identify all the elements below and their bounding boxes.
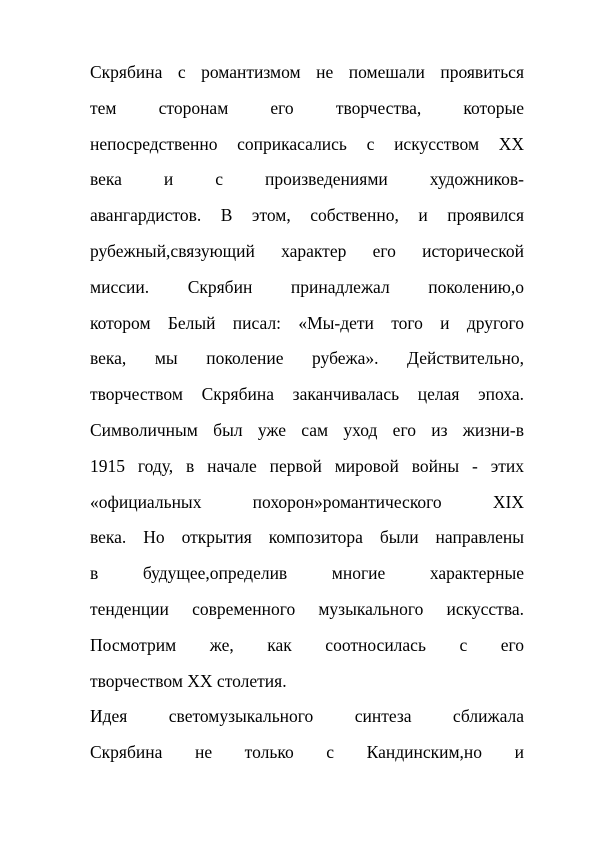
text-line: Посмотрим же, как соотносилась с его <box>90 634 524 655</box>
text-line: тенденции современного музыкального искусства. <box>90 598 524 619</box>
text-line: миссии. Скрябин принадлежал поколению,о <box>90 276 524 297</box>
text-line: непосредственно соприкасались с искусством XX <box>90 133 524 154</box>
text-line: котором Белый писал: «Мы-дети того и другого <box>90 312 524 333</box>
text-line: Символичным был уже сам уход его из жизни-в <box>90 419 524 440</box>
text-line: рубежный,связующий характер его исторической <box>90 240 524 261</box>
text-line: века, мы поколение рубежа». Действительно, <box>90 348 524 369</box>
text-line: века и с произведениями художников- <box>90 169 524 190</box>
text-line: Скрябина не только с Кандинским,но и <box>90 742 524 763</box>
text-line: века. Но открытия композитора были направлены <box>90 527 524 548</box>
text-line: в будущее,определив многие характерные <box>90 563 524 584</box>
paragraph-2 <box>90 699 524 771</box>
document-page <box>90 55 524 771</box>
text-line: творчеством XX столетия. <box>90 670 287 691</box>
text-line: авангардистов. В этом, собственно, и проявился <box>90 205 524 226</box>
text-line: «официальных похорон»романтического XIX <box>90 491 524 512</box>
text-line: Скрябина с романтизмом не помешали проявиться <box>90 62 524 82</box>
text-line: творчеством Скрябина заканчивалась целая эпоха. <box>90 384 524 405</box>
text-line: 1915 году, в начале первой мировой войны - этих <box>90 455 524 476</box>
text-line: Идея светомузыкального синтеза сближала <box>90 706 524 727</box>
text-line: тем сторонам его творчества, которые <box>90 97 524 118</box>
paragraph-1 <box>90 55 524 699</box>
